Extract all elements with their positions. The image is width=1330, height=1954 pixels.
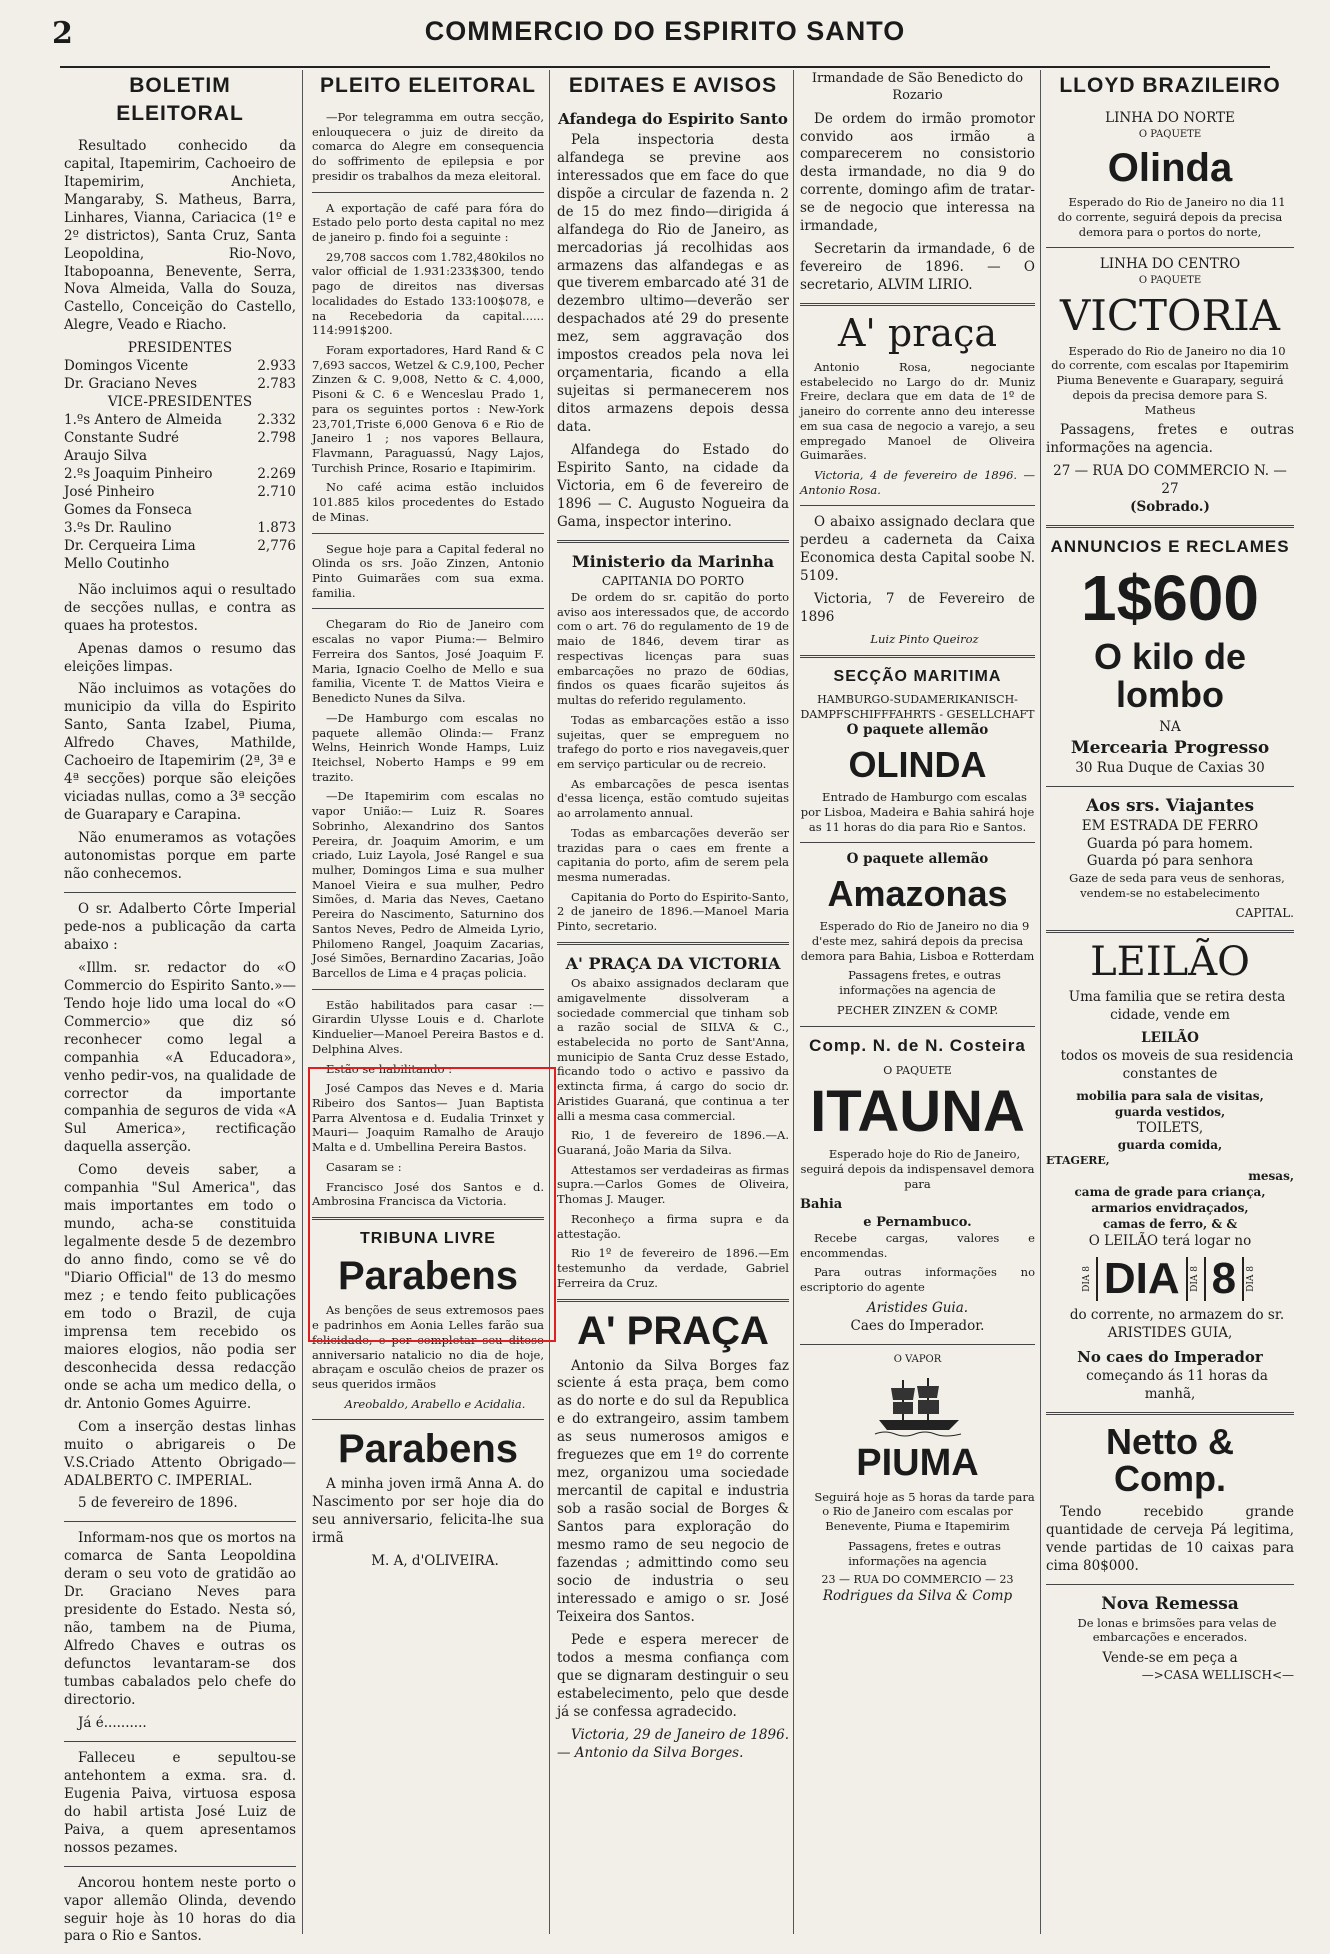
article-paragraph: A exportação de café para fóra do Estado pelo porto desta capital no mez de janeiro p. findo foi a seguinte : bbox=[312, 200, 544, 244]
company-name: Comp. N. de N. Costeira bbox=[809, 1035, 1026, 1055]
article-paragraph: Como deveis saber, a companhia "Sul America", das mais importantes em todo o mundo, acha-se constituida legalmente desde 5 de dezembro do anno findo, como se vê do "Diario Official" de 13 do mesmo mez ; e tendo feito publicações em todo o Brazil, de cuja imprensa tem recebido os maiores elogios, não podia ser desconhecida dessa redacção onde se acha um medico della, o dr. Antonio Gomes Aguirre. bbox=[64, 1162, 296, 1412]
column-rule bbox=[549, 70, 550, 1934]
article-paragraph: Para outras informações no escriptorio do agente bbox=[800, 1265, 1035, 1294]
vote-row bbox=[64, 502, 296, 520]
ad-text: CAPITAL. bbox=[1235, 905, 1294, 920]
article-paragraph: Francisco José dos Santos e d. Ambrosina Francisca da Victoria. bbox=[312, 1179, 544, 1209]
store-name: —>CASA WELLISCH<— bbox=[1141, 1667, 1294, 1682]
candidate-name: 1.ºs Antero de Almeida bbox=[64, 412, 222, 429]
candidate-name: Constante Sudré bbox=[64, 430, 179, 447]
paquete-label: O PAQUETE bbox=[883, 1063, 952, 1077]
ad-text: Gaze de seda para veus de senhoras, vendem-se no estabelecimento bbox=[1069, 871, 1285, 901]
ad-text: Uma familia que se retira desta cidade, vende em bbox=[1068, 988, 1286, 1023]
article-paragraph: Rio 1º de fevereiro de 1896.—Em testemunho da verdade, Gabriel Ferreira da Cruz. bbox=[557, 1246, 789, 1290]
ad-item: mesas, bbox=[1248, 1169, 1294, 1183]
ad-item: guarda comida, bbox=[1117, 1138, 1223, 1153]
newspaper-title: COMMERCIO DO ESPIRITO SANTO bbox=[424, 16, 906, 46]
ad-item: armarios envidraçados, bbox=[1091, 1200, 1249, 1215]
article-paragraph: Seguirá hoje as 5 horas da tarde para o Rio de Janeiro com escalas por Benevente, Piuma e Itapemirim bbox=[814, 1489, 1035, 1534]
candidate-name: Dr. Cerqueira Lima bbox=[64, 537, 196, 554]
section-heading: BOLETIM ELEITORAL bbox=[116, 74, 244, 125]
article-paragraph: O sr. Adalberto Côrte Imperial pede-nos a publicação da carta abaixo : bbox=[64, 900, 296, 953]
vote-row bbox=[64, 520, 296, 538]
article-paragraph: Apenas damos o resumo das eleições limpas. bbox=[64, 640, 296, 675]
divider bbox=[800, 1026, 1035, 1027]
candidate-name: Mello Coutinho bbox=[64, 555, 170, 572]
page-number: 2 bbox=[52, 16, 73, 51]
article-paragraph: Secretarin da irmandade, 6 de fevereiro de 1896. — O secretario, ALVIM LIRIO. bbox=[800, 241, 1035, 294]
article-paragraph: Com a inserção destas linhas muito o abrigareis o De V.S.Criado Attento Obrigado—ADALBERTO C. IMPERIAL. bbox=[64, 1418, 296, 1489]
candidate-name: Araujo Silva bbox=[64, 448, 148, 465]
article-paragraph: Esperado do Rio de Janeiro no dia 9 d'este mez, sahirá depois da precisa demora para Bahia, Lisboa e Rotterdam bbox=[800, 919, 1035, 963]
column-rule bbox=[793, 70, 794, 1934]
candidate-name: José Pinheiro bbox=[64, 483, 155, 500]
article-paragraph: 29,708 saccos com 1.782,480kilos no valor official de 1.931:233$300, tendo pago de direitos nas diversas localidades do Estado 133:100$078, e na Recebedoria da capital...... 114:991$200. bbox=[312, 249, 544, 338]
section-heading: EDITAES E AVISOS bbox=[568, 74, 778, 97]
ad-text: Guarda pó para homem. bbox=[1086, 835, 1254, 852]
ad-item: mobilia para sala de visitas, bbox=[1076, 1088, 1264, 1103]
article-paragraph: Foram exportadores, Hard Rand & C 7,693 saccos, Wetzel & C.9,100, Pecher Zinzen & C. 9,008, Netto & C. 4,000, Pisoni & C. 6 e Wenceslau Prado 1, para os seguintes portos : New-York 23,701,Triste 6,000 Genova 6 e Rio de Janeiro 1 ; nos vapores Bellaura, Flavmann, Paraguassú, Nagy Lajos, Turchish Prince, Rosario e Itapimirim. bbox=[312, 342, 544, 475]
article-paragraph: Victoria, 29 de Janeiro de 1896. — Antonio da Silva Borges. bbox=[557, 1726, 789, 1761]
article-paragraph: Informam-nos que os mortos na comarca de Santa Leopoldina deram o seu voto de gratidão ao Dr. Graciano Neves para presidente do Estado. Nesta só, não, tambem na de Piuma, Alfredo Chaves e outras os defunctos levantaram-se dos tumbas cabalados pelo chefe do directorio. bbox=[64, 1530, 296, 1708]
ad-item: TOILETS, bbox=[1136, 1120, 1204, 1137]
article-paragraph: Passagens fretes, e outras informações na agencia de bbox=[839, 968, 1001, 997]
ship-name: PIUMA bbox=[856, 1441, 979, 1484]
destination: Bahia bbox=[800, 1197, 843, 1213]
ship-name: ITAUNA bbox=[810, 1079, 1025, 1145]
article-paragraph: Pede e espera merecer de todos a mesma confiança com que se dignaram destinguir o seu estabelecimento, pelo que desde já se confessa agradecido. bbox=[557, 1631, 789, 1720]
agency-address: 23 — RUA DO COMMERCIO — 23 bbox=[821, 1573, 1014, 1587]
article-paragraph: Antonio da Silva Borges faz sciente á esta praça, bem como as do norte e do sul da Republica e do extrangeiro, assim tambem as seus numerosos amigos e freguezes que em 1º do corrente mez, organizou uma sociedade mercantil de capital e industria sob a rasão social de Borges & Santos para exploração do mesmo ramo de seu negocio de fazendas ; admittindo como seu socio de industria o seu interessado e amigo o sr. José Teixeira dos Santos. bbox=[557, 1357, 789, 1625]
article-paragraph: Falleceu e sepultou-se antehontem a exma. sra. d. Eugenia Paiva, virtuosa esposa do habil artista José Luiz de Paiva, a quem apresentamos nossos pezames. bbox=[64, 1749, 296, 1856]
article-paragraph: Antonio Rosa, negociante estabelecido no Largo do dr. Muniz Freire, declara que em data de 1º de janeiro do corrente anno deu interesse em sua casa de negocio a varejo, a seu empregado Manoel de Oliveira Guimarães. bbox=[800, 359, 1035, 463]
article-paragraph: Esperado do Rio de Janeiro no dia 11 do corrente, seguirá depois da precisa demora para o portos do norte, bbox=[1057, 195, 1286, 239]
vote-row bbox=[64, 376, 296, 394]
divider bbox=[64, 1866, 296, 1867]
divider bbox=[312, 1419, 544, 1420]
column-rule bbox=[1040, 70, 1041, 1934]
ship-name: Amazonas bbox=[827, 873, 1008, 915]
divider bbox=[1046, 1412, 1294, 1415]
candidate-name: 3.ºs Dr. Raulino bbox=[64, 519, 172, 536]
seccao-maritima-heading: SECÇÃO MARITIMA bbox=[833, 667, 1002, 685]
masthead bbox=[60, 8, 1270, 68]
subheading: Afandega do Espirito Santo bbox=[558, 109, 788, 128]
vote-count: 2.798 bbox=[257, 430, 296, 447]
divider bbox=[312, 533, 544, 534]
article-paragraph: Casaram se : bbox=[326, 1159, 402, 1174]
article-paragraph: Os abaixo assignados declaram que amigavelmente dissolveram a sociedade commercial que tinham sob a razão social de SILVA & C., estabelecida no porto de Sant'Anna, municipio de Santa Cruz desse Estado, ficando todo o activo e passivo da extincta firma, á cargo do socio dr. Aristides Guaraná, que continua a ter alli a mesma casa commercial. bbox=[557, 976, 789, 1123]
ship-name: Olinda bbox=[1107, 146, 1233, 191]
ad-text: EM ESTRADA DE FERRO bbox=[1081, 817, 1259, 834]
date-small: DIA 8 bbox=[1246, 1265, 1257, 1292]
article-paragraph: —Por telegramma em outra secção, enlouquecera o juiz de direito da comarca do Alegre em consequencia do soffrimento de epilepsia e por presidir os trabalhos da meza eleitoral. bbox=[312, 109, 544, 183]
article-paragraph: Attestamos ser verdadeiras as firmas supra.—Carlos Gomes de Oliveira, Thomas J. Mauger. bbox=[557, 1162, 789, 1207]
divider bbox=[64, 892, 296, 893]
vote-count: 2.783 bbox=[257, 376, 296, 393]
highlight-box bbox=[308, 1067, 556, 1342]
candidate-name: Dr. Graciano Neves bbox=[64, 376, 198, 393]
article-paragraph: As embarcações de pesca isentas d'essa licença, estão comtudo sujeitas ao arrolamento annual. bbox=[557, 776, 789, 821]
signature: Luiz Pinto Queiroz bbox=[870, 632, 979, 647]
vote-count: 2,776 bbox=[257, 537, 296, 554]
article-paragraph: Passagens, fretes e outras informações na agencia bbox=[848, 1538, 1001, 1568]
price: 1$600 bbox=[1081, 561, 1259, 634]
article-paragraph: Não incluimos as votações do municipio da villa do Espirito Santo, Santa Izabel, Piuma, Alfredo Chaves, Mathilde, Cachoeiro de Itapemirim (2ª, 3ª e 4ª secções) porque são eleições viciadas nullas, como a 3ª secção de Guarapary e Carapina. bbox=[64, 681, 296, 824]
candidate-name: Domingos Vicente bbox=[64, 358, 189, 375]
article-paragraph: Passagens, fretes e outras informações na agencia. bbox=[1046, 422, 1294, 457]
divider bbox=[64, 1741, 296, 1742]
ship-name: OLINDA bbox=[848, 744, 987, 786]
article-paragraph: Esperado hoje do Rio de Janeiro, seguirá depois da indispensavel demora para bbox=[800, 1147, 1035, 1191]
article-paragraph: O abaixo assignado declara que perdeu a caderneta da Caixa Economica desta Capital soobe N. 5109. bbox=[800, 514, 1035, 585]
article-paragraph: Chegaram do Rio de Janeiro com escalas no vapor Piuma:— Belmiro Ferreira dos Santos, José Joaquim F. Maria, Ignacio Coelho de Mello e sua familia, Vicente T. de Mattos Vieira e Benedicto Nunes da Silva. bbox=[312, 617, 544, 706]
subheading: A' PRAÇA DA VICTORIA bbox=[565, 953, 781, 973]
a-praca-heading: A' PRAÇA bbox=[577, 1308, 769, 1353]
vote-row bbox=[64, 466, 296, 484]
divider bbox=[312, 608, 544, 609]
ad-heading: Nova Remessa bbox=[1101, 1593, 1239, 1614]
divider bbox=[800, 842, 1035, 843]
article-paragraph: Entrado de Hamburgo com escalas por Lisboa, Madeira e Bahia sahirá hoje as 11 horas do dia para Rio e Santos. bbox=[800, 790, 1035, 834]
date-small: DIA 8 bbox=[1081, 1265, 1092, 1292]
vote-count: 1.873 bbox=[257, 519, 296, 536]
ship-name: VICTORIA bbox=[1059, 290, 1281, 340]
divider bbox=[800, 505, 1035, 506]
tribuna-heading: TRIBUNA LIVRE bbox=[360, 1230, 496, 1248]
ad-text: do corrente, no armazem do sr. ARISTIDES GUIA, bbox=[1069, 1306, 1285, 1341]
section-heading: Irmandade de São Benedicto do Rozario bbox=[811, 71, 1024, 104]
vote-row bbox=[64, 556, 296, 574]
vote-count: 2.332 bbox=[257, 412, 296, 429]
paquete-label: O paquete allemão bbox=[846, 722, 989, 739]
article-paragraph: De ordem do sr. capitão do porto aviso aos interessados que, de accordo com o art. 76 do regulamento de 19 de maio de 1846, devem tirar as respectivas licenças para suas embarcações no prazo de 60dias, findos os quaes ficarão sujeitos ás multas do referido regulamento. bbox=[557, 590, 789, 708]
paquete-label: O PAQUETE bbox=[1138, 128, 1202, 140]
divider bbox=[1046, 247, 1294, 248]
company-name: HAMBURGO-SUDAMERIKANISCH-DAMPFSCHIFFFAHRTS - GESELLCHAFT bbox=[800, 693, 1035, 721]
vapor-label: O VAPOR bbox=[893, 1353, 942, 1365]
vote-row bbox=[64, 448, 296, 466]
line-label: LINHA DO NORTE bbox=[1105, 109, 1235, 126]
article-paragraph: As benções de seus extremosos paes e padrinhos em Aonia Lelles farão sua felicidade, e por completar seu ditoso anniversario natalicio no dia de hoje, abraçam e osculão cheios de prazer os seus queridos irmãos bbox=[312, 1303, 544, 1391]
candidate-name: 2.ºs Joaquim Pinheiro bbox=[64, 466, 213, 482]
agent-name: Rodrigues da Silva & Comp bbox=[822, 1587, 1013, 1604]
article-paragraph: Segue hoje para a Capital federal no Olinda os srs. João Zinzen, Antonio Pinto Guimarães com sua exma. familia. bbox=[312, 541, 544, 600]
article-paragraph: No café acima estão incluidos 101.885 kilos procedentes do Estado de Minas. bbox=[312, 480, 544, 524]
agent-name: PECHER ZINZEN & COMP. bbox=[836, 1002, 999, 1017]
section-heading: LLOYD BRAZILEIRO bbox=[1059, 74, 1281, 97]
article-paragraph: Reconheço a firma supra e da attestação. bbox=[557, 1211, 789, 1241]
presidentes-label: PRESIDENTES bbox=[127, 340, 233, 357]
ad-heading: Aos srs. Viajantes bbox=[1085, 795, 1255, 816]
parabens-heading: Parabens bbox=[337, 1427, 519, 1472]
article-paragraph: Já é.......... bbox=[78, 1714, 147, 1731]
divider bbox=[1046, 930, 1294, 933]
leilao-heading: LEILÃO bbox=[1090, 938, 1250, 985]
divider bbox=[800, 303, 1035, 306]
article-date: 5 de fevereiro de 1896. bbox=[78, 1495, 238, 1512]
article-paragraph: Victoria, 7 de Fevereiro de 1896 bbox=[800, 591, 1035, 626]
article-paragraph: Todas as embarcações deverão ser trazidas para o caes em frente a capitania do porto, afim de serem pela mesma numeradas. bbox=[557, 825, 789, 884]
vote-row bbox=[64, 412, 296, 430]
vote-row bbox=[64, 484, 296, 502]
column-boletim-eleitoral bbox=[64, 70, 296, 1945]
article-paragraph: Estão se habilitando : bbox=[326, 1061, 453, 1076]
divider bbox=[557, 1299, 789, 1302]
ad-text: LEILÃO bbox=[1141, 1029, 1199, 1046]
article-paragraph: Victoria, 4 de fevereiro de 1896. —Antonio Rosa. bbox=[800, 468, 1035, 497]
column-rule bbox=[302, 70, 303, 1934]
column-lloyd-annuncios bbox=[1046, 70, 1294, 1936]
vote-row bbox=[64, 538, 296, 556]
article-paragraph: A minha joven irmã Anna A. do Nascimento por ser hoje dia do seu anniversario, felicita-lhe sua irmã bbox=[312, 1476, 544, 1547]
agency-address: 27 — RUA DO COMMERCIO N. — 27 bbox=[1053, 463, 1287, 498]
article-paragraph: Rio, 1 de fevereiro de 1896.—A. Guaraná, João Maria da Silva. bbox=[557, 1128, 789, 1158]
date-banner bbox=[1046, 1253, 1294, 1303]
divider bbox=[312, 989, 544, 990]
divider bbox=[800, 655, 1035, 658]
ad-text: começando ás 11 horas da manhã, bbox=[1086, 1367, 1268, 1402]
vote-count: 2.933 bbox=[257, 358, 296, 375]
company-name: Netto & Comp. bbox=[1106, 1420, 1234, 1500]
agent-name: Aristides Guia. bbox=[866, 1299, 969, 1316]
product-name: O kilo de lombo bbox=[1093, 635, 1247, 715]
line-label: LINHA DO CENTRO bbox=[1099, 256, 1241, 273]
column-editaes-avisos bbox=[557, 70, 789, 1936]
date-number: 8 bbox=[1204, 1257, 1244, 1301]
vote-row bbox=[64, 430, 296, 448]
vote-count: 2.710 bbox=[257, 483, 296, 500]
subheading: Ministerio da Marinha bbox=[571, 551, 775, 571]
article-paragraph: Todas as embarcações estão a isso sujeitas, quer se empreguem no trafego do porto e rios navegaveis,quer em serviço particular ou de recreio. bbox=[557, 712, 789, 771]
article-paragraph: Pela inspectoria desta alfandega se previne aos interessados que em face do que dispõe a circular de fazenda n. 2 de 15 do mez findo—dirigida á alfandega do Rio de Janeiro, as mercadorias já recolhidas aos armazens das alfandegas e as que tiverem embarcado até 31 de dezembro ultimo—deverão ser despachados até 29 do presente mez, sem aggravação dos impostos creados pela nova lei orçamentaria, ficando a ella sujeitas si permanecerem nos ditos armazens depois dessa data. bbox=[557, 131, 789, 436]
ad-text: O LEILÃO terá logar no bbox=[1088, 1232, 1252, 1249]
vice-label: VICE-PRESIDENTES bbox=[107, 394, 253, 411]
agent-address: Caes do Imperador. bbox=[850, 1317, 985, 1334]
ad-item: guarda vestidos, bbox=[1114, 1104, 1226, 1119]
annuncios-heading: ANNUNCIOS E RECLAMES bbox=[1050, 537, 1290, 557]
paquete-label: O paquete allemão bbox=[846, 851, 989, 868]
article-paragraph: «Illm. sr. redactor do «O Commercio do Espirito Santo.»—Tendo hoje lido uma local do «O Commercio» que diz só reconhecer como legal a companhia «A Educadora», venho pedir-vos, na qualidade de corrector da importante companhia de seguros de vida «A Sul America», rectificação daquella asserção. bbox=[64, 959, 296, 1156]
article-paragraph: De ordem do irmão promotor convido aos irmão a comparecerem no consistorio desta irmandade, no dia 9 do corrente, domingo afim de tratar-se de negocio que interessa na irmandade, bbox=[800, 110, 1035, 235]
signature: M. A, d'OLIVEIRA. bbox=[371, 1553, 499, 1570]
article-paragraph: Estão habilitados para casar :— Girardin Ulysse Louis e d. Charlote Kinduelier—Manoel Pereira Bastos e d. Delphina Alves. bbox=[312, 997, 544, 1056]
store-address: 30 Rua Duque de Caxias 30 bbox=[1075, 759, 1265, 776]
article-paragraph: Não incluimos aqui o resultado de secções nullas, e contra as quaes ha protestos. bbox=[64, 581, 296, 634]
agency-address: (Sobrado.) bbox=[1130, 499, 1210, 516]
section-heading: PLEITO ELEITORAL bbox=[320, 74, 536, 97]
subheading: CAPITANIA DO PORTO bbox=[601, 574, 745, 589]
a-praca-heading: A' praça bbox=[837, 311, 998, 356]
article-paragraph: Recebe cargas, valores e encommendas. bbox=[800, 1230, 1035, 1260]
article-paragraph: José Campos das Neves e d. Maria Ribeiro dos Santos— Juan Baptista Parra Alventosa e d. Eudalia Trinxet y Mauri— Joaquim Ramalho de Araujo Malta e d. Umbellina Pereira Bastos. bbox=[312, 1081, 544, 1155]
divider bbox=[557, 942, 789, 945]
date-word: DIA bbox=[1096, 1257, 1188, 1301]
article-paragraph: Capitania do Porto do Espirito-Santo, 2 de janeiro de 1896.—Manoel Maria Pinto, secretario. bbox=[557, 889, 789, 934]
vote-count: 2.269 bbox=[257, 466, 296, 482]
destination: e Pernambuco. bbox=[863, 1214, 972, 1230]
ad-text: Vende-se em peça a bbox=[1102, 1649, 1238, 1666]
date-small: DIA 8 bbox=[1189, 1265, 1200, 1292]
candidate-name: Gomes da Fonseca bbox=[64, 501, 192, 518]
column-pleito-eleitoral bbox=[312, 70, 544, 1936]
divider bbox=[1046, 1584, 1294, 1585]
ad-text: Tendo recebido grande quantidade de cerveja Pá legitima, vende partidas de 10 caixas para cima 80$000. bbox=[1046, 1504, 1294, 1574]
ad-text: NA bbox=[1159, 719, 1181, 736]
divider bbox=[64, 1521, 296, 1522]
vote-row bbox=[64, 358, 296, 376]
divider bbox=[1046, 786, 1294, 787]
article-paragraph: —De Hamburgo com escalas no paquete allemão Olinda:— Franz Welns, Heinrich Wonde Hamps, Luiz Iteichsel, Noberto Hamps e 99 em trazito. bbox=[312, 710, 544, 784]
article-paragraph: Ancorou hontem neste porto o vapor allemão Olinda, devendo seguir hoje às 10 horas do dia para o Rio e Santos. bbox=[64, 1874, 296, 1945]
ad-text: No caes do Imperador bbox=[1077, 1347, 1263, 1366]
ad-item: camas de ferro, & & bbox=[1102, 1216, 1238, 1231]
paquete-label: O PAQUETE bbox=[1138, 275, 1202, 287]
divider bbox=[1046, 525, 1294, 528]
ad-text: Guarda pó para senhora bbox=[1086, 853, 1254, 870]
divider bbox=[557, 540, 789, 543]
article-paragraph: Resultado conhecido da capital, Itapemirim, Cachoeiro de Itapemirim, Anchieta, Mangaraby, S. Matheus, Barra, Linhares, Vianna, Cariacica (1º e 2º districtos), Santa Cruz, Santa Leopoldina, Rio-Novo, Itabopoanna, Benevente, Serra, Nova Almeida, Valla do Souza, Castello, Conceição do Castello, Alegre, Veado e Riacho. bbox=[64, 137, 296, 334]
ad-text: todos os moveis de sua residencia constantes de bbox=[1060, 1047, 1294, 1082]
divider bbox=[312, 192, 544, 193]
signature: Areobaldo, Arabello e Acidalia. bbox=[344, 1396, 526, 1411]
article-paragraph: Esperado do Rio de Janeiro no dia 10 do corrente, com escalas por Itapemirim Piuma Benevente e Guarapary, seguirá depois da precisa demore para S. Matheus bbox=[1051, 343, 1289, 417]
article-paragraph: —De Itapemirim com escalas no vapor União:— Luiz R. Soares Sobrinho, Alexandrino dos Santos Pereira, dr. Joaquim Amorim, e um criado, Luiz Layola, José Rangel e sua mulher, Domingos Lima e sua mulher Manoel Vieira e sua mulher, Pedro Simões, d. Maria das Neves, Caetano Pereira do Nascimento, Saturnino dos Santos Neves, Pedro de Almeida Lyrio, Philomeno Rangel, Joaquim Zacarias, José Simões, Bernardino Zacarias, João Barcellos de Lima e 4 praças policia. bbox=[312, 789, 544, 981]
ad-item: cama de grade para criança, bbox=[1074, 1184, 1266, 1199]
store-name: Mercearia Progresso bbox=[1070, 738, 1270, 759]
ad-text: De lonas e brimsões para velas de embarcações e encerados. bbox=[1077, 1615, 1277, 1645]
divider bbox=[800, 1344, 1035, 1345]
steamship-icon bbox=[873, 1374, 963, 1438]
ad-item: ETAGERE, bbox=[1046, 1154, 1110, 1168]
article-paragraph: Alfandega do Estado do Espirito Santo, na cidade da Victoria, em 6 de fevereiro de 1896 — C. Augusto Nogueira da Gama, inspector interino. bbox=[557, 442, 789, 530]
column-irmandade bbox=[800, 70, 1035, 1936]
parabens-heading: Parabens bbox=[337, 1254, 519, 1299]
article-paragraph: Não enumeramos as votações autonomistas porque em parte não conhecemos. bbox=[64, 830, 296, 883]
